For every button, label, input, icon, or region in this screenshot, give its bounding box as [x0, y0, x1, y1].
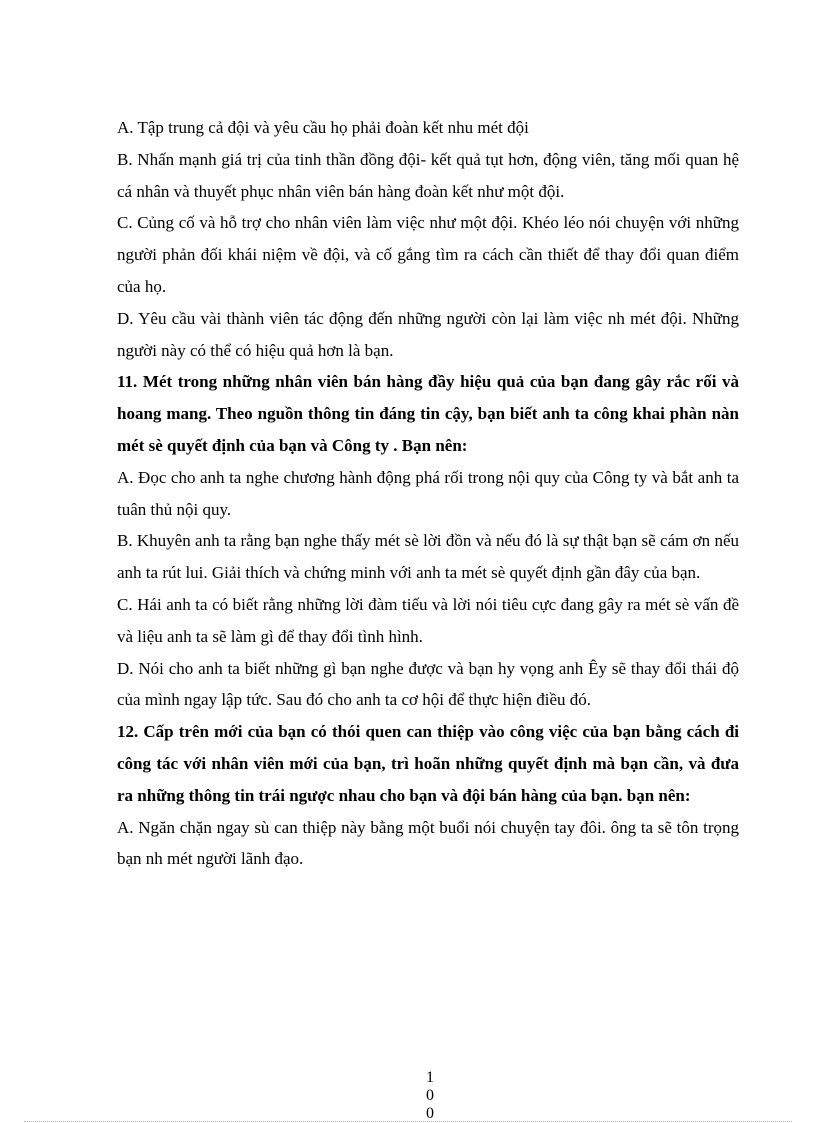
page-number-digit: 0: [426, 1105, 434, 1122]
paragraph-option: A. Tập trung cả đội và yêu cầu họ phải đoàn kết nhu mét đội: [117, 118, 529, 137]
page-body: [117, 112, 739, 875]
page-bottom-divider: [24, 1121, 792, 1122]
paragraph-option: B. Khuyên anh ta rằng bạn nghe thấy mét sè lời đồn và nếu đó là sự thật bạn sẽ cám ơn nếu anh ta rút lui. Giải thích và chứng minh với anh ta mét sè quyết định gần đây của bạn.: [117, 531, 739, 583]
page-number-digit: 0: [426, 1087, 434, 1104]
question-12: 12. Cấp trên mới của bạn có thói quen can thiệp vào công việc của bạn bằng cách đi công tác với nhân viên mới của bạn, trì hoãn những quyết định mà bạn cần, và đưa ra những thông tin trái ngược nhau cho bạn và đội bán hàng của bạn. bạn nên:: [117, 722, 739, 805]
paragraph-option: A. Đọc cho anh ta nghe chương hành động phá rối trong nội quy của Công ty và bắt anh ta tuân thủ nội quy.: [117, 467, 739, 519]
paragraph-option: D. Yêu cầu vài thành viên tác động đến những người còn lại làm việc nh mét đội. Những người này có thể có hiệu quả hơn là bạn.: [117, 308, 739, 360]
paragraph-option: C. Hái anh ta có biết rằng những lời đàm tiếu và lời nói tiêu cực đang gây ra mét sè vấn đề và liệu anh ta sẽ làm gì để thay đổi tình hình.: [117, 594, 739, 646]
page-number-digit: 1: [426, 1069, 434, 1086]
paragraph-option: A. Ngăn chặn ngay sù can thiệp này bằng một buổi nói chuyện tay đôi. ông ta sẽ tôn trọng bạn nh mét người lãnh đạo.: [117, 817, 739, 869]
paragraph-option: B. Nhấn mạnh giá trị của tinh thần đồng đội- kết quả tụt hơn, động viên, tăng mối quan hệ cá nhân và thuyết phục nhân viên bán hàng đoàn kết như một đội.: [117, 149, 739, 201]
question-11: 11. Mét trong những nhân viên bán hàng đầy hiệu quả của bạn đang gây rắc rối và hoang mang. Theo nguồn thông tin đáng tin cậy, bạn biết anh ta công khai phàn nàn mét sè quyết định của bạn và Công ty . Bạn nên:: [117, 372, 739, 455]
page-number: [420, 1069, 440, 1123]
paragraph-option: D. Nói cho anh ta biết những gì bạn nghe được và bạn hy vọng anh Êy sẽ thay đổi thái độ của mình ngay lập tức. Sau đó cho anh ta cơ hội để thực hiện điều đó.: [117, 658, 739, 710]
paragraph-option: C. Củng cố và hỗ trợ cho nhân viên làm việc như một đội. Khéo léo nói chuyện với những người phản đối khái niệm về đội, và cố gắng tìm ra cách cần thiết để thay đổi quan điểm của họ.: [117, 213, 739, 296]
